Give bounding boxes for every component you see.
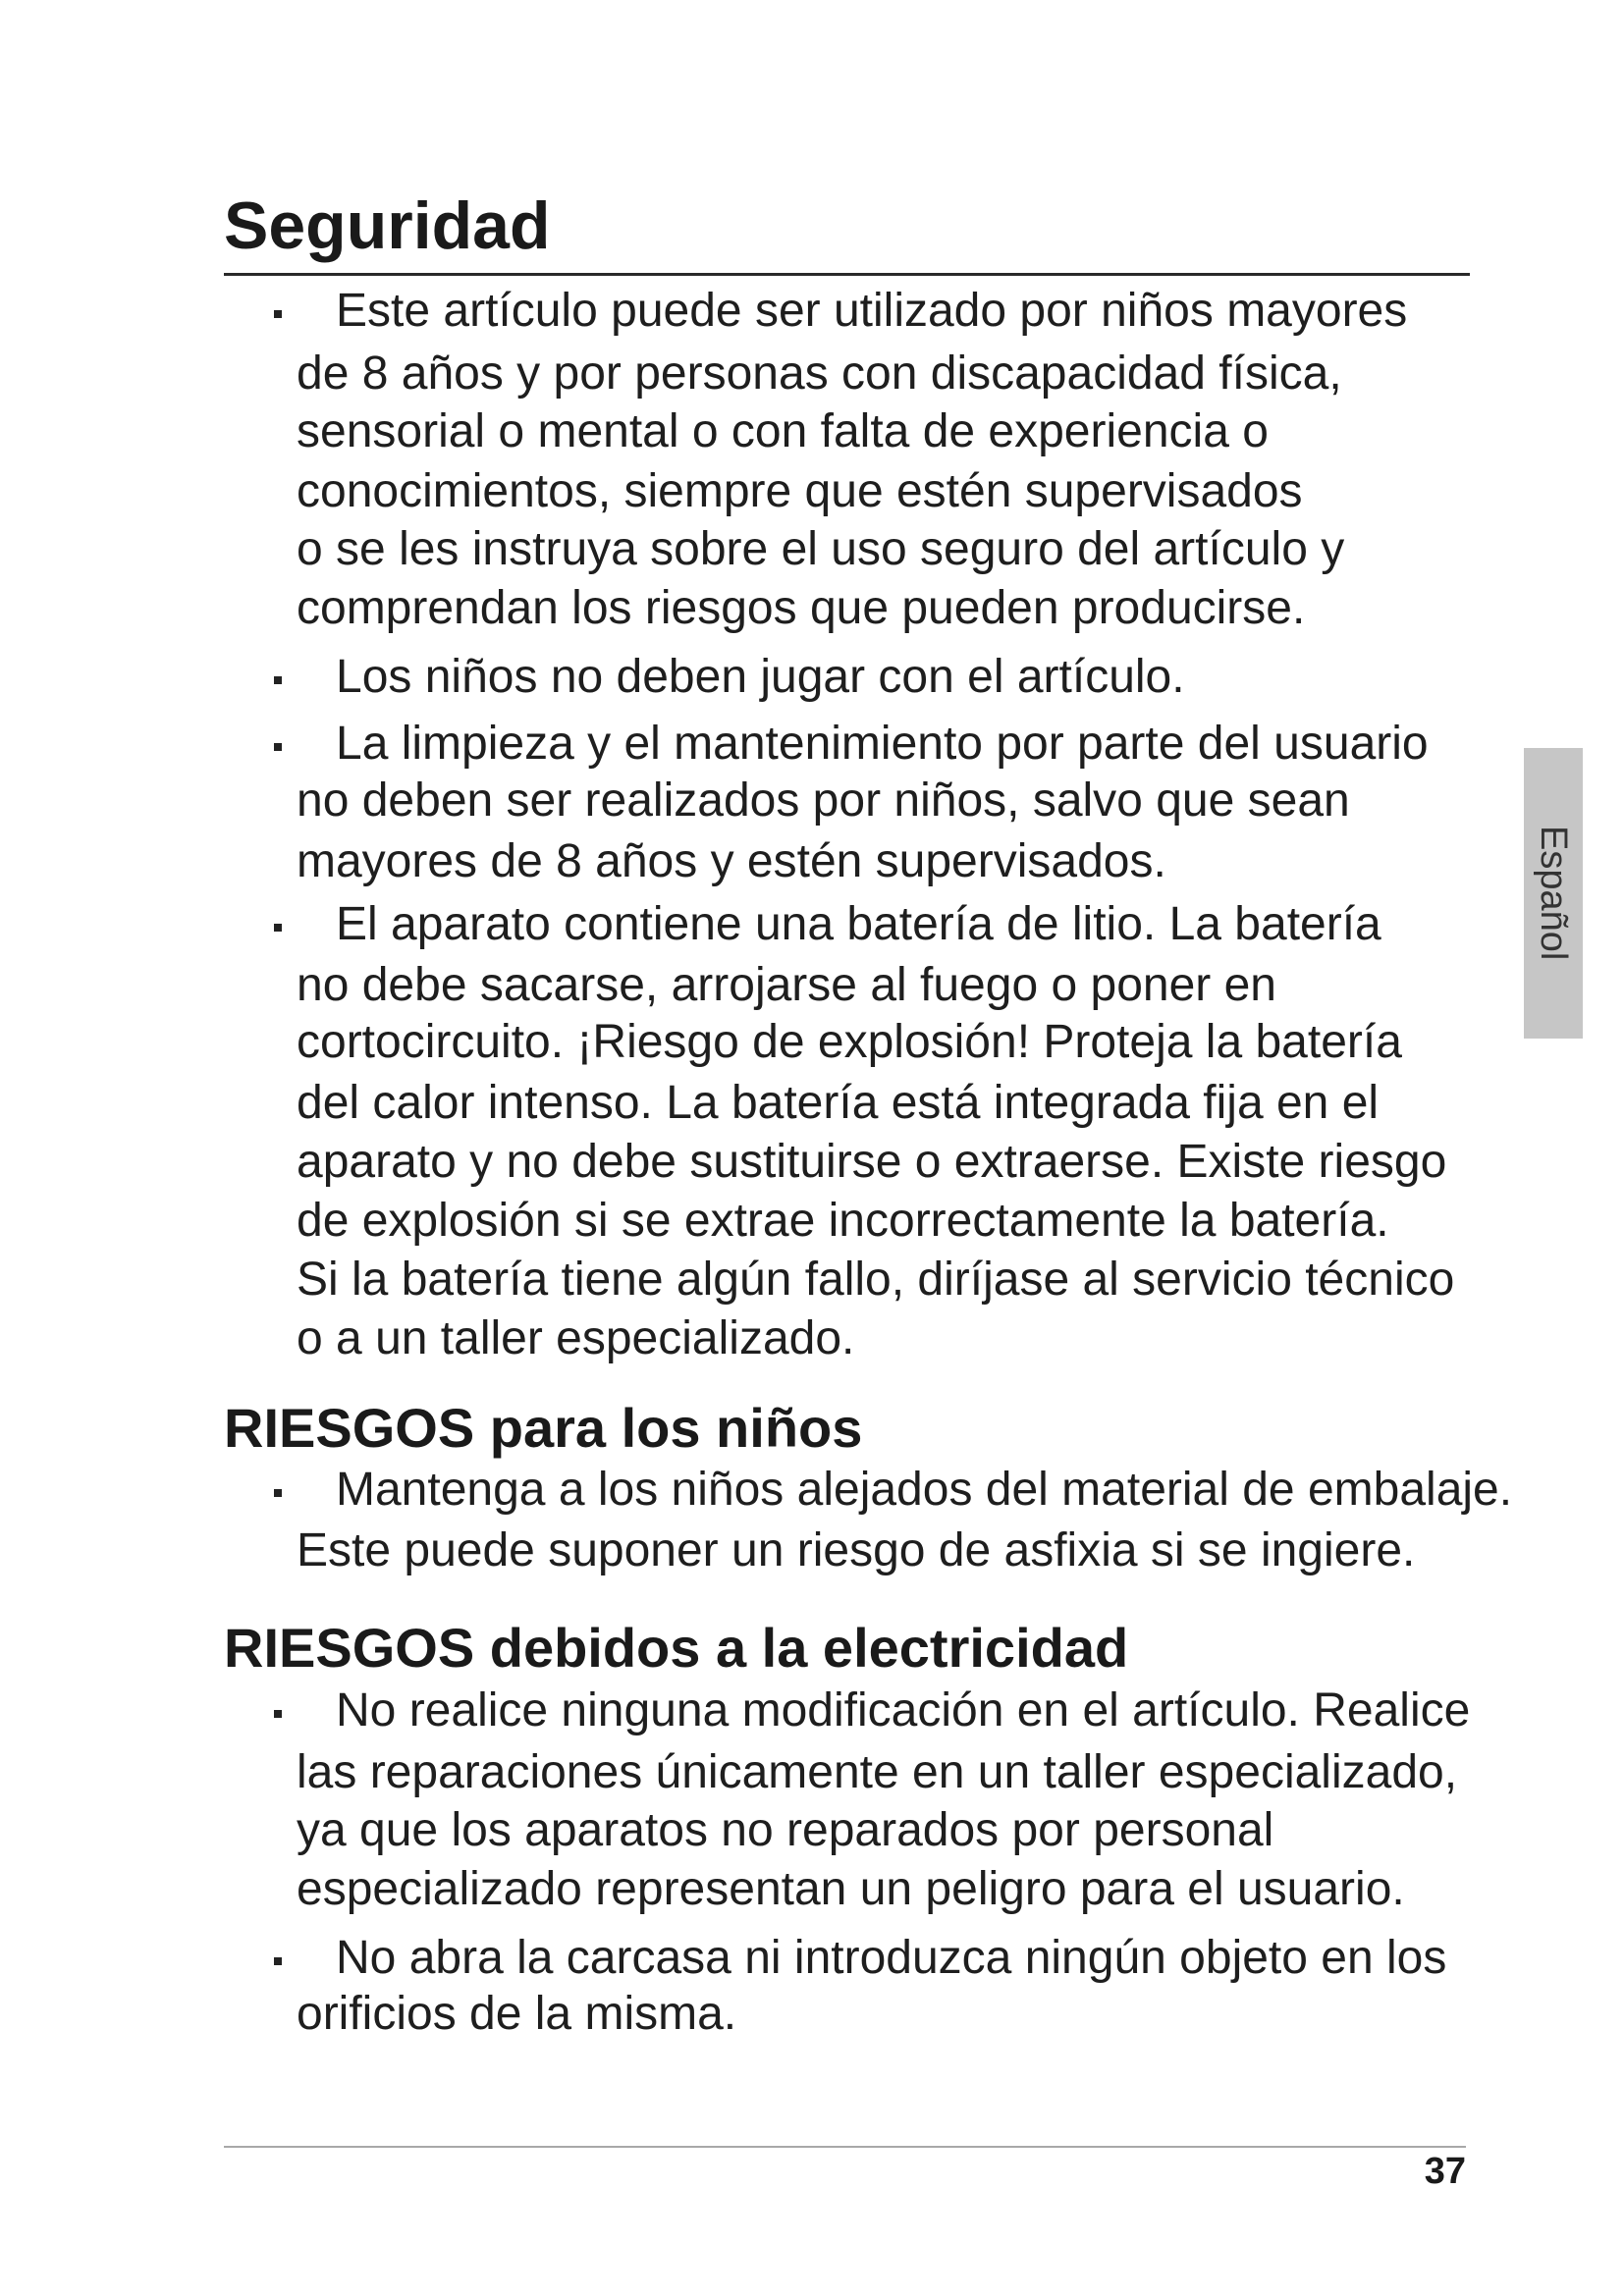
bullet-line: o se les instruya sobre el uso seguro del artículo y [297, 523, 1345, 575]
bullet-line: mayores de 8 años y estén supervisados. [297, 835, 1166, 887]
bullet-marker [274, 310, 282, 318]
bullet-line: conocimientos, siempre que estén supervisados [297, 465, 1303, 517]
bullet-line: sensorial o mental o con falta de experiencia o [297, 405, 1269, 457]
bullet-line: ya que los aparatos no reparados por personal [297, 1804, 1274, 1856]
title-divider [224, 273, 1470, 276]
bullet-line: de explosión si se extrae incorrectamente la batería. [297, 1195, 1389, 1247]
language-tab-label: Español [1533, 826, 1574, 961]
bullet-line: Este artículo puede ser utilizado por niños mayores [336, 285, 1408, 337]
bullet-marker [274, 676, 282, 684]
bullet-line: o a un taller especializado. [297, 1312, 855, 1364]
page-title: Seguridad [224, 188, 551, 263]
bullet-line: comprendan los riesgos que pueden producirse. [297, 582, 1306, 634]
bullet-line: La limpieza y el mantenimiento por parte del usuario [336, 718, 1429, 770]
bullet-line: Si la batería tiene algún fallo, diríjase al servicio técnico [297, 1254, 1455, 1306]
bullet-line: El aparato contiene una batería de litio. La batería [336, 898, 1381, 950]
section-heading: RIESGOS para los niños [224, 1397, 863, 1459]
bullet-line: no deben ser realizados por niños, salvo que sean [297, 774, 1350, 827]
bullet-marker [274, 1957, 282, 1965]
bullet-line: especializado representan un peligro para el usuario. [297, 1863, 1405, 1915]
bullet-marker [274, 1489, 282, 1497]
bullet-line: no debe sacarse, arrojarse al fuego o poner en [297, 959, 1276, 1011]
section-heading: RIESGOS debidos a la electricidad [224, 1617, 1129, 1679]
bullet-line: de 8 años y por personas con discapacidad física, [297, 347, 1342, 400]
bullet-line: aparato y no debe sustituirse o extraerse. Existe riesgo [297, 1136, 1447, 1188]
bullet-marker [274, 1710, 282, 1718]
bullet-line: las reparaciones únicamente en un taller especializado, [297, 1746, 1458, 1798]
bullet-line: Este puede suponer un riesgo de asfixia si se ingiere. [297, 1524, 1416, 1576]
bullet-line: Los niños no deben jugar con el artículo. [336, 651, 1185, 703]
bullet-line: No abra la carcasa ni introduzca ningún objeto en los [336, 1932, 1447, 1984]
bullet-marker [274, 743, 282, 751]
bullet-line: Mantenga a los niños alejados del material de embalaje. [336, 1464, 1513, 1516]
bullet-line: No realice ninguna modificación en el artículo. Realice [336, 1684, 1471, 1736]
bullet-line: orificios de la misma. [297, 1988, 737, 2040]
bullet-line: del calor intenso. La batería está integrada fija en el [297, 1077, 1380, 1129]
bullet-line: cortocircuito. ¡Riesgo de explosión! Proteja la batería [297, 1016, 1402, 1068]
bullet-marker [274, 924, 282, 932]
page-number: 37 [1424, 2151, 1466, 2192]
footer-divider [224, 2146, 1466, 2148]
language-tab [1524, 748, 1583, 1039]
